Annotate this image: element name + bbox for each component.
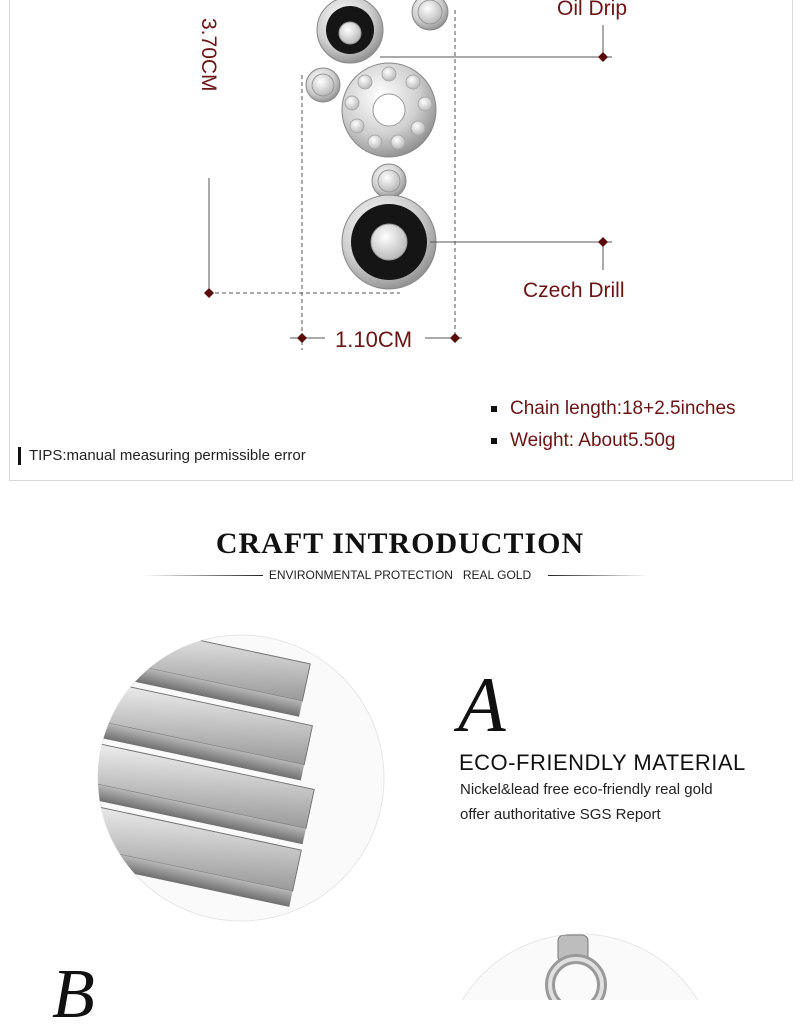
bullet-icon: [491, 438, 497, 444]
feature-letter-b: B: [52, 956, 95, 1033]
feature-description-line: offer authoritative SGS Report: [460, 806, 661, 823]
section-title: CRAFT INTRODUCTION: [215, 527, 585, 560]
height-dimension-label: 3.70CM: [197, 18, 220, 92]
width-dimension-label: 1.10CM: [335, 327, 413, 352]
bullet-icon: [491, 406, 497, 412]
section-subtitle: ENVIRONMENTAL PROTECTION REAL GOLD: [268, 568, 532, 582]
chain-length-text: Chain length:18+2.5inches: [510, 398, 736, 419]
chain-length-spec: [491, 398, 736, 420]
feature-letter-a: A: [458, 661, 506, 748]
weight-spec: [491, 430, 676, 452]
silver-bars-image: [95, 632, 390, 927]
feature-description-line: Nickel&lead free eco-friendly real gold: [460, 781, 713, 798]
pendant-image: [306, 0, 448, 289]
czech-drill-label: Czech Drill: [523, 279, 625, 302]
divider-right: [548, 575, 648, 576]
feature-title: ECO-FRIENDLY MATERIAL: [459, 750, 746, 775]
oil-drip-label: Oil Drip: [557, 0, 628, 20]
clasp-image: [448, 930, 738, 1000]
weight-text: Weight: About5.50g: [510, 430, 676, 451]
tips-note: TIPS:manual measuring permissible error: [18, 447, 306, 465]
